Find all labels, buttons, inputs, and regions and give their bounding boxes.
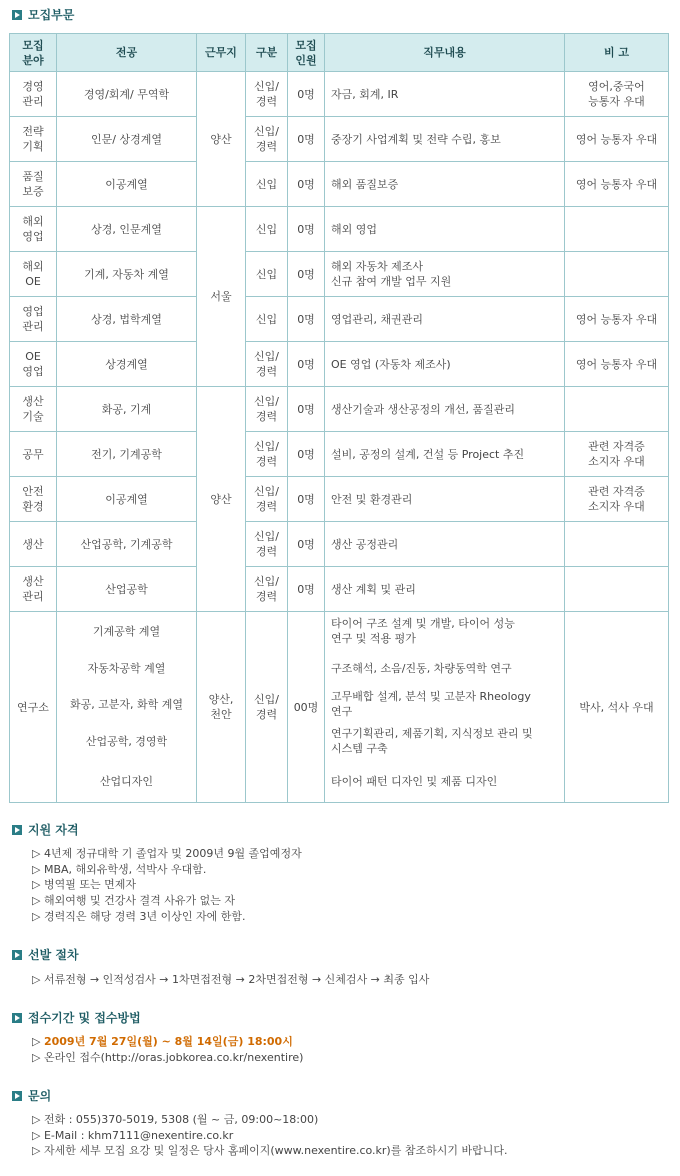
contact-email: ▷ E-Mail : khm7111@nexentire.co.kr	[32, 1128, 234, 1142]
cell-duty: 해외 영업	[325, 207, 565, 252]
cell-major: 이공계열	[57, 477, 197, 522]
contact-homepage-note: ▷ 자세한 세부 모집 요강 및 일정은 당사 홈페이지(www.nexentire.co.kr)를 참조하시기 바랍니다.	[32, 1144, 508, 1158]
research-duty: 타이어 구조 설계 및 개발, 타이어 성능 연구 및 적용 평가	[331, 617, 515, 645]
cell-field: 영업 관리	[10, 297, 57, 342]
cell-type: 신입/ 경력	[246, 612, 288, 803]
cell-duty: 생산 계획 및 관리	[325, 567, 565, 612]
cell-duty: 설비, 공정의 설계, 건설 등 Project 추진	[325, 432, 565, 477]
cell-field: 안전 환경	[10, 477, 57, 522]
period-list	[32, 1034, 303, 1065]
arrow-bullet-icon	[12, 10, 22, 20]
cell-major: 상경, 법학계열	[57, 297, 197, 342]
arrow-bullet-icon	[12, 1091, 22, 1101]
section-proc-heading	[12, 946, 79, 963]
section-title: 문의	[28, 1089, 52, 1103]
research-major: 화공, 고분자, 화학 계열	[69, 697, 184, 711]
cell-note: 영어 능통자 우대	[565, 162, 669, 207]
table-row	[10, 207, 669, 252]
cell-type: 신입	[246, 252, 288, 297]
research-duty: 고무배합 설계, 분석 및 고분자 Rheology 연구	[331, 690, 531, 718]
research-major: 자동차공학 계열	[87, 661, 166, 675]
cell-type: 신입/ 경력	[246, 522, 288, 567]
table-row	[10, 162, 669, 207]
cell-major: 산업공학, 기계공학	[57, 522, 197, 567]
table-row	[10, 297, 669, 342]
cell-field: 해외 영업	[10, 207, 57, 252]
cell-number: 0명	[288, 387, 325, 432]
cell-note	[565, 522, 669, 567]
cell-major-list	[57, 612, 197, 803]
cell-note	[565, 387, 669, 432]
cell-number: 0명	[288, 297, 325, 342]
list-item: ▷ 4년제 정규대학 기 졸업자 및 2009년 9월 졸업예정자	[32, 847, 302, 860]
header-type: 구분	[246, 34, 288, 72]
table-row	[10, 117, 669, 162]
period-date: 2009년 7월 27일(월) ~ 8월 14일(금) 18:00시	[43, 1035, 293, 1048]
list-item: ▷ MBA, 해외유학생, 석박사 우대함.	[32, 862, 207, 876]
cell-field: OE 영업	[10, 342, 57, 387]
cell-duty: 자금, 회계, IR	[325, 72, 565, 117]
section-recruit-heading	[12, 6, 74, 23]
cell-field: 해외 OE	[10, 252, 57, 297]
header-duty: 직무내용	[325, 34, 565, 72]
cell-type: 신입/ 경력	[246, 387, 288, 432]
section-title: 지원 자격	[28, 823, 79, 837]
research-major: 기계공학 계열	[92, 624, 161, 638]
cell-field: 경영 관리	[10, 72, 57, 117]
cell-note: 영어 능통자 우대	[565, 297, 669, 342]
cell-location: 서울	[197, 207, 246, 387]
cell-type: 신입/ 경력	[246, 567, 288, 612]
header-major: 전공	[57, 34, 197, 72]
cell-major: 화공, 기계	[57, 387, 197, 432]
arrow-bullet-icon	[12, 1013, 22, 1023]
table-row-research	[10, 612, 669, 803]
list-item: ▷ 병역필 또는 면제자	[32, 878, 136, 892]
cell-note: 영어 능통자 우대	[565, 117, 669, 162]
table-header-row	[10, 34, 669, 72]
cell-number: 0명	[288, 207, 325, 252]
cell-field: 생산 기술	[10, 387, 57, 432]
cell-note: 영어,중국어 능통자 우대	[565, 72, 669, 117]
section-period-heading	[12, 1009, 141, 1026]
cell-field: 전략 기획	[10, 117, 57, 162]
cell-note: 영어 능통자 우대	[565, 342, 669, 387]
cell-number: 0명	[288, 477, 325, 522]
section-title: 모집부문	[28, 8, 75, 22]
section-title: 접수기간 및 접수방법	[28, 1011, 141, 1025]
cell-major: 전기, 기계공학	[57, 432, 197, 477]
contact-phone: ▷ 전화 : 055)370-5019, 5308 (월 ~ 금, 09:00~18:00)	[32, 1113, 319, 1126]
table-row	[10, 342, 669, 387]
cell-major: 인문/ 상경계열	[57, 117, 197, 162]
cell-duty: 생산 공정관리	[325, 522, 565, 567]
contact-list	[32, 1112, 507, 1159]
research-duty: 구조해석, 소음/진동, 차량동역학 연구	[331, 661, 512, 675]
table-row	[10, 432, 669, 477]
cell-type: 신입/ 경력	[246, 342, 288, 387]
cell-duty: 해외 자동차 제조사 신규 참여 개발 업무 지원	[325, 252, 565, 297]
cell-number: 0명	[288, 252, 325, 297]
cell-type: 신입/ 경력	[246, 477, 288, 522]
cell-type: 신입	[246, 207, 288, 252]
cell-number: 0명	[288, 162, 325, 207]
cell-number: 0명	[288, 72, 325, 117]
table-row	[10, 72, 669, 117]
arrow-bullet-icon	[12, 825, 22, 835]
section-qual-heading	[12, 821, 79, 838]
section-contact-heading	[12, 1087, 51, 1104]
header-number: 모집 인원	[288, 34, 325, 72]
list-item: ▷ 해외여행 및 건강사 결격 사유가 없는 자	[32, 894, 235, 908]
cell-note: 관련 자격증 소지자 우대	[565, 477, 669, 522]
cell-major: 기계, 자동차 계열	[57, 252, 197, 297]
cell-duty: 영업관리, 채권관리	[325, 297, 565, 342]
research-major: 산업공학, 경영학	[85, 734, 168, 748]
cell-location: 양산, 천안	[197, 612, 246, 803]
cell-major: 이공계열	[57, 162, 197, 207]
cell-type: 신입	[246, 162, 288, 207]
header-note: 비 고	[565, 34, 669, 72]
cell-major: 상경계열	[57, 342, 197, 387]
procedure-list	[32, 972, 429, 988]
cell-type: 신입/ 경력	[246, 72, 288, 117]
cell-duty: 해외 품질보증	[325, 162, 565, 207]
cell-note	[565, 252, 669, 297]
cell-number: 0명	[288, 117, 325, 162]
cell-number: 0명	[288, 432, 325, 477]
cell-note	[565, 567, 669, 612]
table-row	[10, 252, 669, 297]
cell-duty: 생산기술과 생산공정의 개선, 품질관리	[325, 387, 565, 432]
cell-field: 공무	[10, 432, 57, 477]
cell-field: 연구소	[10, 612, 57, 803]
header-field: 모집 분야	[10, 34, 57, 72]
table-row	[10, 567, 669, 612]
cell-number: 0명	[288, 342, 325, 387]
research-duty: 연구기획관리, 제품기획, 지식정보 관리 및 시스템 구축	[331, 727, 533, 755]
cell-type: 신입	[246, 297, 288, 342]
list-item: ▷ 경력직은 해당 경력 3년 이상인 자에 한함.	[32, 909, 246, 923]
cell-duty: 중장기 사업계획 및 전략 수립, 홍보	[325, 117, 565, 162]
cell-duty: 안전 및 환경관리	[325, 477, 565, 522]
cell-note: 박사, 석사 우대	[565, 612, 669, 803]
cell-type: 신입/ 경력	[246, 117, 288, 162]
cell-type: 신입/ 경력	[246, 432, 288, 477]
arrow-bullet-icon	[12, 950, 22, 960]
cell-major: 산업공학	[57, 567, 197, 612]
section-title: 선발 절차	[28, 948, 79, 962]
recruit-table	[9, 33, 669, 803]
cell-note: 관련 자격증 소지자 우대	[565, 432, 669, 477]
list-item: ▷ 2009년 7월 27일(월) ~ 8월 14일(금) 18:00시	[32, 1035, 293, 1048]
table-row	[10, 522, 669, 567]
period-method: 온라인 접수(http://oras.jobkorea.co.kr/nexentire)	[43, 1050, 304, 1064]
cell-number: 00명	[288, 612, 325, 803]
header-location: 근무지	[197, 34, 246, 72]
cell-duty-list	[325, 612, 565, 803]
cell-major: 상경, 인문계열	[57, 207, 197, 252]
table-row	[10, 387, 669, 432]
research-duty: 타이어 패턴 디자인 및 제품 디자인	[331, 774, 498, 788]
cell-number: 0명	[288, 522, 325, 567]
cell-field: 생산	[10, 522, 57, 567]
cell-duty: OE 영업 (자동차 제조사)	[325, 342, 565, 387]
table-row	[10, 477, 669, 522]
cell-note	[565, 207, 669, 252]
cell-field: 품질 보증	[10, 162, 57, 207]
cell-location: 양산	[197, 387, 246, 612]
list-item: ▷ 온라인 접수(http://oras.jobkorea.co.kr/nexentire)	[32, 1050, 304, 1064]
qualification-list	[32, 846, 302, 925]
research-major: 산업디자인	[99, 774, 154, 788]
cell-field: 생산 관리	[10, 567, 57, 612]
cell-major: 경영/회계/ 무역학	[57, 72, 197, 117]
cell-location: 양산	[197, 72, 246, 207]
list-item: ▷ 서류전형 → 인적성검사 → 1차면접전형 → 2차면접전형 → 신체검사 → 최종 입사	[32, 973, 430, 986]
cell-number: 0명	[288, 567, 325, 612]
